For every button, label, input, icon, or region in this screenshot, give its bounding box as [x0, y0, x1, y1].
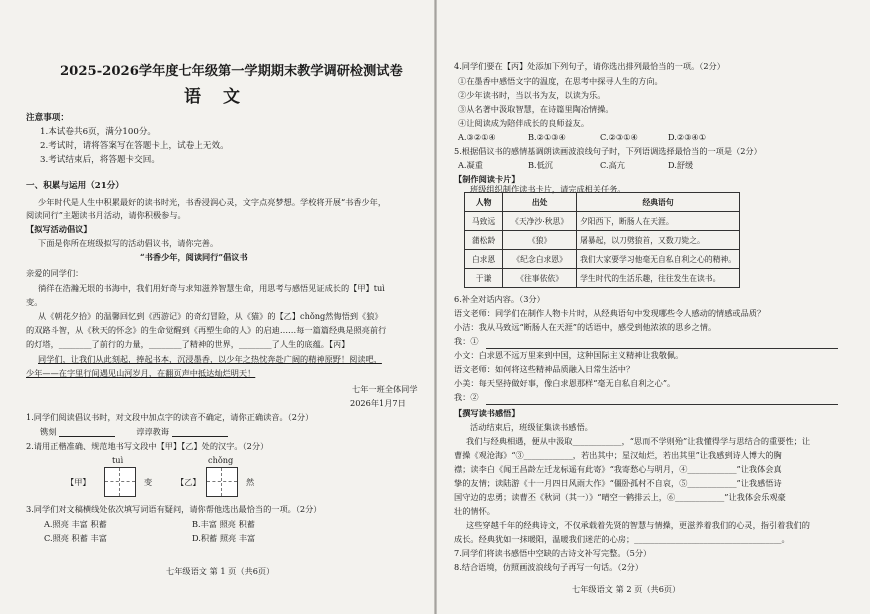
table-cell: 我们大家要学习他毫无自私自利之心的精神。: [577, 250, 740, 269]
dialogue-line: 小美：每天坚持做好事，像白求恩那样“毫无自私自利之心”。: [454, 378, 676, 388]
table-cell: 学生时代的生活乐趣，往往发生在读书。: [577, 269, 740, 288]
option[interactable]: B.②①③④: [528, 132, 566, 142]
question-8: 8.结合语境，仿照画波浪线句子再写一句话。（2分）: [454, 562, 644, 572]
table-cell: 于谦: [465, 269, 503, 288]
question-5: 5.根据倡议书的感情基调朗读画波浪线句子时，下列语调选择最恰当的一项是（2分）: [454, 146, 762, 156]
option[interactable]: C.高亢: [600, 160, 625, 170]
question-3: 3.同学们对文稿横线处依次填写词语有疑问，请你帮他选出最恰当的一项。（2分）: [26, 504, 322, 514]
notice-item: 2.考试时，请将答案写在答题卡上，试卷上无效。: [40, 141, 229, 151]
q4-item: ②少年读书时，当以书为友，以读为乐。: [458, 90, 606, 100]
table-header: 经典语句: [577, 193, 740, 212]
page-footer: 七年级语文 第 1 页（共6页）: [166, 566, 275, 576]
option[interactable]: C.照亮 积蓄 丰富: [44, 533, 107, 543]
table-cell: 《纪念白求恩》: [503, 250, 577, 269]
answer-line[interactable]: [486, 348, 838, 349]
box-label: 【乙】: [176, 477, 201, 487]
task-heading: 【拟写活动倡议】: [26, 224, 92, 234]
option[interactable]: D.积蓄 照亮 丰富: [192, 533, 256, 543]
table-cell: 《天净沙·秋思》: [503, 212, 577, 231]
table-cell: 马致远: [465, 212, 503, 231]
essay-line: 我们与经典相遇，便从中汲取____________，“思而不学则殆”让我懂得学与思结合的重要性；让: [466, 436, 811, 446]
q1-item: [40, 427, 228, 437]
option[interactable]: B.低沉: [528, 160, 553, 170]
table-cell: 屠暴起，以刀劈狼首，又数刀毙之。: [577, 231, 740, 250]
writing-grid-box[interactable]: [104, 467, 136, 497]
letter-line: 的灯塔，________了前行的力量，________了精神的世界，________了人生的底蕴。【丙】: [26, 339, 350, 349]
essay-line: 国守边的忠勇；读曹丕《秋词（其一）》“晴空一鹤排云上，⑥____________”让我体会乐观豪: [454, 492, 786, 502]
reading-card-table: [464, 192, 740, 288]
writing-grid-box[interactable]: [206, 467, 238, 497]
essay-line: 襟；读李白《闻王昌龄左迁龙标遥有此寄》“我寄愁心与明月，④____________”让我体会真: [454, 464, 782, 474]
table-row: [465, 212, 740, 231]
question-1: 1.同学们阅读倡议书时，对文段中加点字的读音不确定，请你正确读音。（2分）: [26, 412, 314, 422]
dialogue-line: 语文老师：同学们在制作人物卡片时，从经典语句中发现哪些令人感动的情感或品质？: [454, 308, 766, 318]
dialogue-line: 我：①: [454, 336, 479, 346]
intro-line: 少年时代是人生中积累最好的读书时光，书香浸润心灵，文字点亮梦想。学校将开展“书香少年，: [38, 197, 387, 207]
q4-item: ④让阅读成为陪伴成长的良师益友。: [458, 118, 590, 128]
table-cell: 夕阳西下，断肠人在天涯。: [577, 212, 740, 231]
q4-item: ③从名著中汲取智慧，在诗篇里陶冶情操。: [458, 104, 614, 114]
exam-page-2: [436, 0, 870, 614]
subject-title: 语文: [184, 87, 262, 107]
table-cell: 蒲松龄: [465, 231, 503, 250]
option[interactable]: A.凝重: [458, 160, 483, 170]
table-row: [465, 269, 740, 288]
dialogue-line: 我：②: [454, 392, 479, 402]
option[interactable]: D.舒缓: [668, 160, 694, 170]
option[interactable]: A.③②①④: [458, 132, 496, 142]
letter-wavy-line: 少年——在字里行间遇见山河岁月，在翻页声中抵达灿烂明天！: [26, 368, 256, 378]
q1-word: 谆谆教诲: [136, 426, 169, 437]
box-tail: 然: [246, 477, 255, 487]
date: 2026年1月7日: [350, 398, 406, 408]
table-cell: 《狼》: [503, 231, 577, 250]
question-2: 2.请用正楷准确、规范地书写文段中【甲】【乙】处的汉字。（2分）: [26, 441, 269, 451]
notice-item: 1.本试卷共6页，满分100分。: [40, 127, 157, 137]
signature: 七年一班全体同学: [352, 384, 418, 394]
dialogue-line: 语文老师：如何将这些精神品质融入日常生活中？: [454, 364, 635, 374]
table-row: [465, 250, 740, 269]
option[interactable]: C.②③①④: [600, 132, 638, 142]
answer-blank[interactable]: [59, 427, 115, 437]
greeting: 亲爱的同学们：: [26, 268, 84, 278]
q1-word: 镌刻: [40, 426, 57, 437]
box-label: 【甲】: [66, 477, 91, 487]
intro-line: 阅读同行”主题读书月活动，请你积极参与。: [26, 210, 186, 220]
essay-line: 挚的友情；读陆游《十一月四日风雨大作》“僵卧孤村不自哀，⑤____________”让我感悟诗: [454, 478, 782, 488]
notice-item: 3.考试结束后，将答题卡交回。: [40, 155, 160, 165]
option[interactable]: D.②③④①: [668, 132, 707, 142]
task-intro: 活动结束后，班级征集读书感悟。: [470, 422, 593, 432]
table-cell: 白求恩: [465, 250, 503, 269]
dialogue-line: 小文：白求恩不远万里来到中国，这种国际主义精神让我敬佩。: [454, 350, 684, 360]
table-header: 人物: [465, 193, 503, 212]
pinyin-label: chǒng: [208, 455, 234, 465]
letter-line: 变。: [26, 297, 43, 307]
answer-line[interactable]: [486, 404, 838, 405]
table-row: [465, 231, 740, 250]
question-6: 6.补全对话内容。（3分）: [454, 294, 545, 304]
notice-heading: 注意事项：: [26, 113, 69, 123]
essay-line: 这些穿越千年的经典诗文，不仅承载着先贤的智慧与情操，更滋养着我们的心灵，指引着我们的: [466, 520, 810, 530]
answer-blank[interactable]: [172, 427, 228, 437]
task-intro: 班级组织制作读书卡片，请完成相关任务。: [470, 184, 626, 194]
page-footer: 七年级语文 第 2 页（共6页）: [572, 584, 681, 594]
section-heading: 一、积累与运用（21分）: [26, 181, 124, 191]
essay-line: 曹操《观沧海》“③____________，若出其中；星汉灿烂，若出其里”让我感到诗人博大的胸: [454, 450, 782, 460]
exam-title: 2025-2026学年度七年级第一学期期末教学调研检测试卷: [60, 64, 403, 79]
essay-line: 成长。经典犹如一抹暖阳，温暖我们迷茫的心房；____________________________________。: [454, 534, 790, 544]
table-header-row: [465, 193, 740, 212]
proposal-title: “书香少年，阅读同行”倡议书: [140, 252, 248, 262]
letter-line: 徜徉在浩瀚无垠的书海中，我们用好奇与求知滋养智慧生命，用思考与感悟见证成长的【甲】tuì: [38, 283, 385, 293]
letter-line: 的双路斗智，从《秋天的怀念》的生命觉醒到《再塑生命的人》的启迪……每一篇篇经典是照亮前行: [26, 325, 387, 335]
box-tail: 变: [144, 477, 153, 487]
question-7: 7.同学们将读书感悟中空缺的古诗文补写完整。（5分）: [454, 548, 652, 558]
option[interactable]: A.照亮 丰富 积蓄: [44, 519, 107, 529]
letter-wavy-line: 同学们，让我们从此刻起，捧起书本，沉浸墨香，以少年之热忱奔赴广阔的精神原野！阅读吧，: [38, 354, 382, 364]
task-heading: 【制作阅读卡片】: [454, 174, 520, 184]
essay-line: 壮的情怀。: [454, 506, 495, 516]
table-cell: 《往事依依》: [503, 269, 577, 288]
task-heading: 【撰写读书感悟】: [454, 408, 520, 418]
pinyin-label: tuì: [112, 455, 124, 465]
table-header: 出处: [503, 193, 577, 212]
option[interactable]: B.丰富 照亮 积蓄: [192, 519, 255, 529]
task-intro: 下面是你所在班级拟写的活动倡议书，请你完善。: [38, 238, 219, 248]
letter-line: 从《朝花夕拾》的温馨回忆到《西游记》的奇幻冒险，从《猫》的【乙】chǒng然悔悟到《狼》: [38, 311, 383, 321]
q4-item: ①在墨香中感悟文字的温度，在思考中探寻人生的方向。: [458, 76, 663, 86]
question-4: 4.同学们要在【丙】处添加下列句子，请你选出排列最恰当的一项。（2分）: [454, 61, 725, 71]
dialogue-line: 小洁：我从马致远“断肠人在天涯”的话语中，感受到他浓浓的思乡之情。: [454, 322, 717, 332]
